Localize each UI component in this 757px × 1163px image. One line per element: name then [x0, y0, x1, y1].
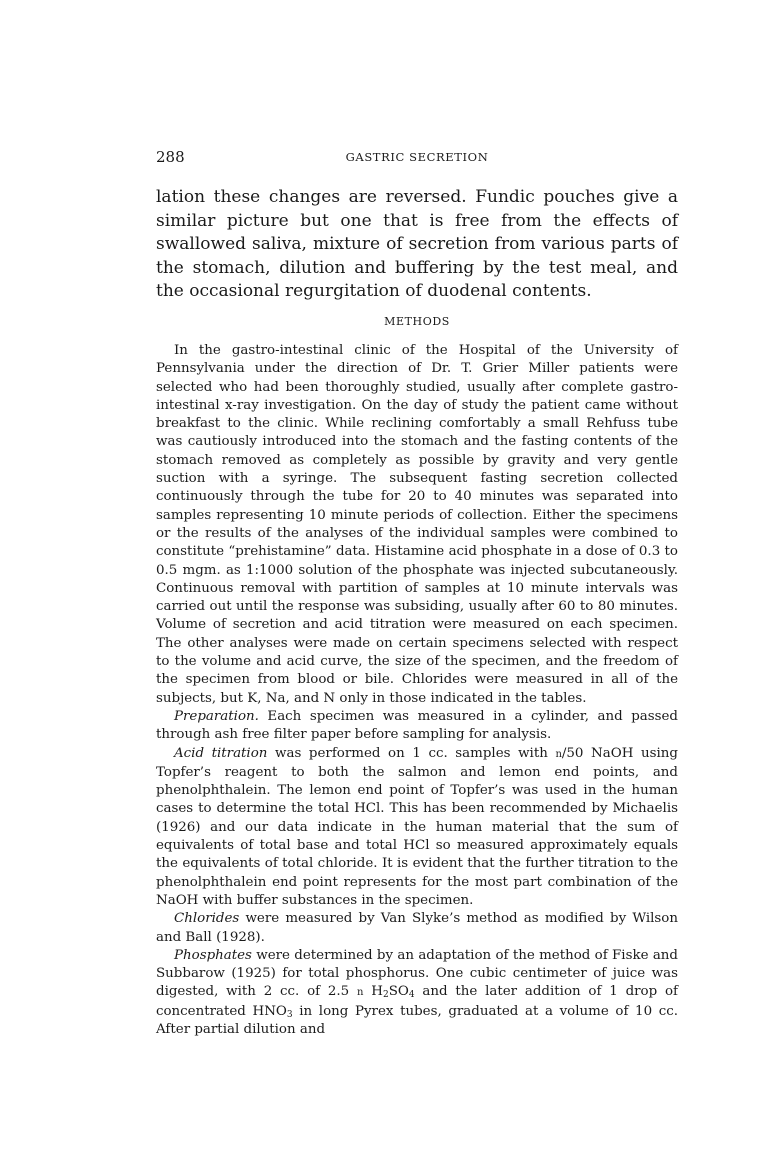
page-number: 288 — [156, 148, 185, 166]
paragraph-preparation — [156, 708, 678, 745]
text-phosphates-1: were determined by an adaptation of the method of Fiske and Subbarow (1925) for total phosphorus. One cubic centimeter of juice was digested, with 2 cc. of 2.5 — [156, 947, 678, 1000]
lead-phosphates: Phosphates — [174, 947, 252, 963]
page-header — [156, 148, 678, 170]
subscript-h2: 2 — [382, 990, 389, 1001]
paragraph-acid-titration — [156, 745, 678, 911]
lead-chlorides: Chlorides — [174, 911, 240, 927]
lead-preparation: Preparation. — [174, 708, 259, 724]
methods-body — [156, 342, 678, 1039]
text-acid-2: /50 NaOH using Topfer’s reagent to both the salmon and lemon end points, and phenolphthalein. The lemon end point of Topfer’s was used in the human cases to determine the total HCl. This has been recommended by Michaelis (1926) and our data indicate in the human material that the sum of equivalents of total base and total HCl so measured approximately equals the equivalents of total chloride. It is evident that the further titration to the phenolphthalein end point represents for the most part combination of the NaOH with buffer substances in the specimen. — [156, 745, 678, 908]
paragraph-clinic: In the gastro-intestinal clinic of the Hospital of the University of Pennsylvania under the direction of Dr. T. Grier Miller patients were selected who had been thoroughly studied, usually after complete gastro-intestinal x-ray investigation. On the day of study the patient came without breakfast to the clinic. While reclining comfortably a small Rehfuss tube was cautiously introduced into the stomach and the fasting contents of the stomach removed as completely as possible by gravity and very gentle suction with a syringe. The subsequent fasting secretion collected continuously through the tube for 20 to 40 minutes was separated into samples representing 10 minute periods of collection. Either the specimens or the results of the analyses of the individual samples were combined to constitute “prehistamine” data. Histamine acid phosphate in a dose of 0.3 to 0.5 mgm. as 1:1000 solution of the phosphate was injected subcutaneously. Continuous removal with partition of samples at 10 minute intervals was carried out until the response was subsiding, usually after 60 to 80 minutes. Volume of secretion and acid titration were measured on each specimen. The other analyses were made on certain specimens selected with respect to the volume and acid curve, the size of the specimen, and the freedom of the specimen from blood or bile. Chlorides were measured in all of the subjects, but K, Na, and N only in those indicated in the tables. — [156, 343, 678, 706]
text-phosphates-2: H — [363, 984, 383, 1000]
text-acid-1: was performed on 1 cc. samples with — [267, 745, 556, 761]
normality-symbol: n — [555, 748, 562, 760]
lead-acid-titration: Acid titration — [174, 745, 268, 761]
text-phosphates-3: SO — [388, 984, 409, 1000]
text-chlorides: were measured by Van Slyke’s method as modified by Wilson and Ball (1928). — [156, 911, 678, 945]
intro-paragraph: lation these changes are reversed. Fundic pouches give a similar picture but one that is free from the effects of swallowed saliva, mixture of secretion from various parts of the stomach, dilution and buffering by the test meal, and the occasional regurgitation of duodenal contents. — [156, 187, 678, 301]
subscript-no3: 3 — [286, 1009, 293, 1020]
paragraph-chlorides — [156, 910, 678, 947]
text-phosphates-4: and the later addition of 1 drop of concentrated HNO — [156, 984, 679, 1019]
paragraph-phosphates — [156, 947, 678, 1039]
text-phosphates-5: in long Pyrex tubes, graduated at a volume of 10 cc. After partial dilution and — [156, 1003, 678, 1037]
subscript-so4: 4 — [408, 990, 415, 1001]
normality-symbol: n — [357, 987, 364, 999]
section-heading-methods: METHODS — [384, 315, 450, 328]
running-head: GASTRIC SECRETION — [345, 150, 489, 164]
text-preparation: Each specimen was measured in a cylinder, and passed through ash free filter paper before sampling for analysis. — [156, 708, 678, 743]
